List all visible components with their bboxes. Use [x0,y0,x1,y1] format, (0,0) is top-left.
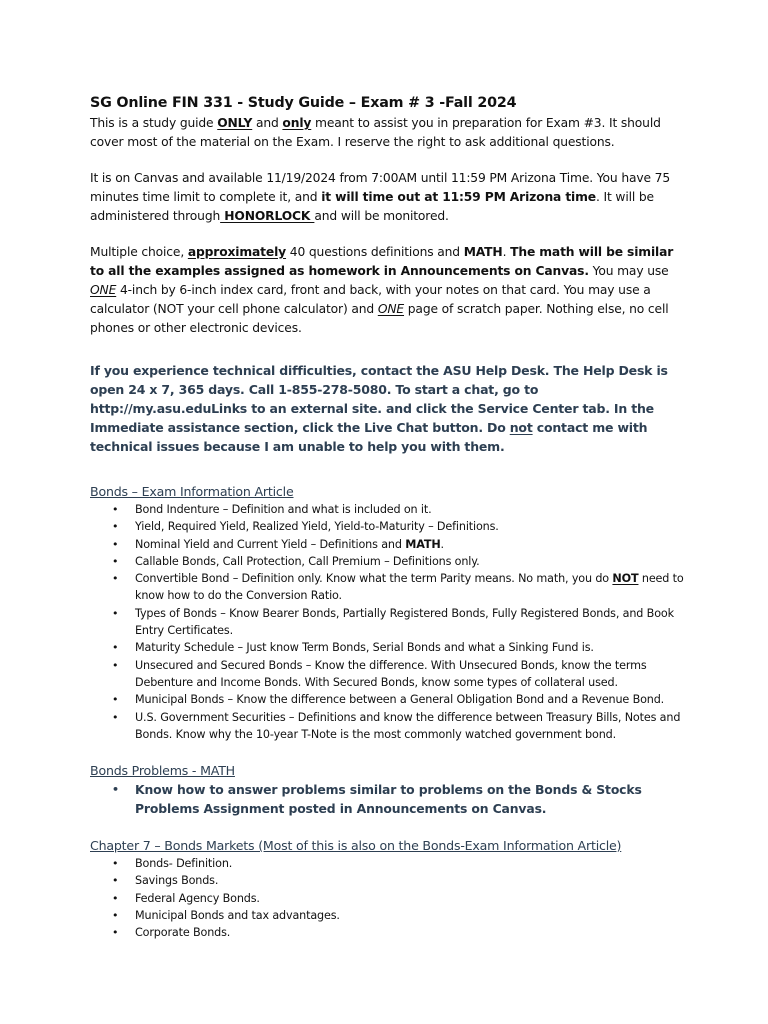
approximately-emphasis: approximately [187,245,287,259]
list-item: • U.S. Government Securities – Definitions and know the difference between Treasury Bills, Notes and Bonds. Know why the 10-year T-Note is the most commonly watched government bond. [112,710,681,741]
only-emphasis-2: only [282,116,312,130]
bullet-icon: • [112,572,119,586]
list-item: • Federal Agency Bonds. [90,890,690,907]
math-similar-note: The math will be similar to all the examples assigned as homework in Announcements on Canvas. [90,245,674,278]
section-heading-bonds-info: Bonds – Exam Information Article [90,484,294,499]
timeout-note: it will time out at 11:59 PM Arizona time [321,190,596,204]
bullet-icon: • [112,606,119,620]
bonds-math-list [90,780,690,818]
list-item: • Callable Bonds, Call Protection, Call Premium – Definitions only. [90,553,690,570]
bullet-icon: • [112,658,119,672]
availability-paragraph: It is on Canvas and available 11/19/2024 from 7:00AM until 11:59 PM Arizona Time. You have 75 minutes time limit to complete it, and it will time out at 11:59 PM Arizona time. It will be administered through HONORLOCK and will be monitored. [90,171,670,223]
document-title: SG Online FIN 331 - Study Guide – Exam # 3 -Fall 2024 [90,95,517,111]
format-paragraph: Multiple choice, approximately 40 questions definitions and MATH. The math will be similar to all the examples assigned as homework in Announcements on Canvas. You may use ONE 4-inch by 6-inch index card, front and back, with your notes on that card. You may use a calculator (NOT your cell phone calculator) and ONE page of scratch paper. Nothing else, no cell phones or other electronic devices. [90,245,674,335]
list-item: • Types of Bonds – Know Bearer Bonds, Partially Registered Bonds, Fully Registered Bonds, and Book Entry Certificates. [112,606,674,638]
list-item: • Bonds- Definition. [90,855,690,872]
bullet-icon: • [112,783,119,797]
list-item: • Bond Indenture – Definition and what is included on it. [90,501,690,518]
section-heading-chapter7: Chapter 7 – Bonds Markets (Most of this is also on the Bonds-Exam Information Article) [90,838,622,854]
bullet-icon: • [112,909,119,923]
bullet-icon: • [112,891,119,905]
bullet-icon: • [112,926,119,940]
only-emphasis: ONLY [217,116,253,130]
bullet-icon: • [112,554,119,568]
bullet-icon: • [112,641,119,655]
bullet-icon: • [112,503,119,516]
list-item: • Savings Bonds. [90,872,690,889]
bullet-icon: • [112,710,119,724]
bullet-icon: • [112,693,119,707]
document-page [90,95,690,942]
list-item: • Nominal Yield and Current Yield – Definitions and MATH. [90,536,690,553]
tech-support-paragraph: If you experience technical difficulties, contact the ASU Help Desk. The Help Desk is open 24 x 7, 365 days. Call 1-855-278-5080. To start a chat, go to http://my.asu.eduLinks to an external site. and click the Service Center tab. In the Immediate assistance section, click the Live Chat button. Do not contact me with technical issues because I am unable to help you with them. [90,362,668,454]
section-heading-bonds-math: Bonds Problems - MATH [90,763,235,779]
list-item: • Yield, Required Yield, Realized Yield, Yield-to-Maturity – Definitions. [90,518,690,535]
bonds-info-list [90,501,690,743]
list-item: • Know how to answer problems similar to problems on the Bonds & Stocks Problems Assignment posted in Announcements on Canvas. [112,782,642,817]
list-item: • Unsecured and Secured Bonds – Know the difference. With Unsecured Bonds, know the terms Debenture and Income Bonds. With Secured Bonds, know some types of collateral used. [112,658,647,689]
bullet-icon: • [112,874,119,888]
list-item: • Maturity Schedule – Just know Term Bonds, Serial Bonds and what a Sinking Fund is. [90,639,690,656]
bullet-icon: • [112,857,119,871]
list-item: • Convertible Bond – Definition only. Know what the term Parity means. No math, you do NOT need to know how to do the Conversion Ratio. [112,572,684,603]
list-item: • Municipal Bonds and tax advantages. [90,907,690,924]
bullet-icon: • [112,520,119,534]
list-item: • Corporate Bonds. [90,924,690,941]
bullet-icon: • [112,537,119,551]
intro-paragraph: This is a study guide ONLY and only meant to assist you in preparation for Exam #3. It should cover most of the material on the Exam. I reserve the right to ask additional questions. [90,116,661,149]
list-item: • Municipal Bonds – Know the difference between a General Obligation Bond and a Revenue Bond. [90,691,690,708]
honorlock-text: HONORLOCK [220,209,315,223]
chapter7-list [90,855,690,941]
